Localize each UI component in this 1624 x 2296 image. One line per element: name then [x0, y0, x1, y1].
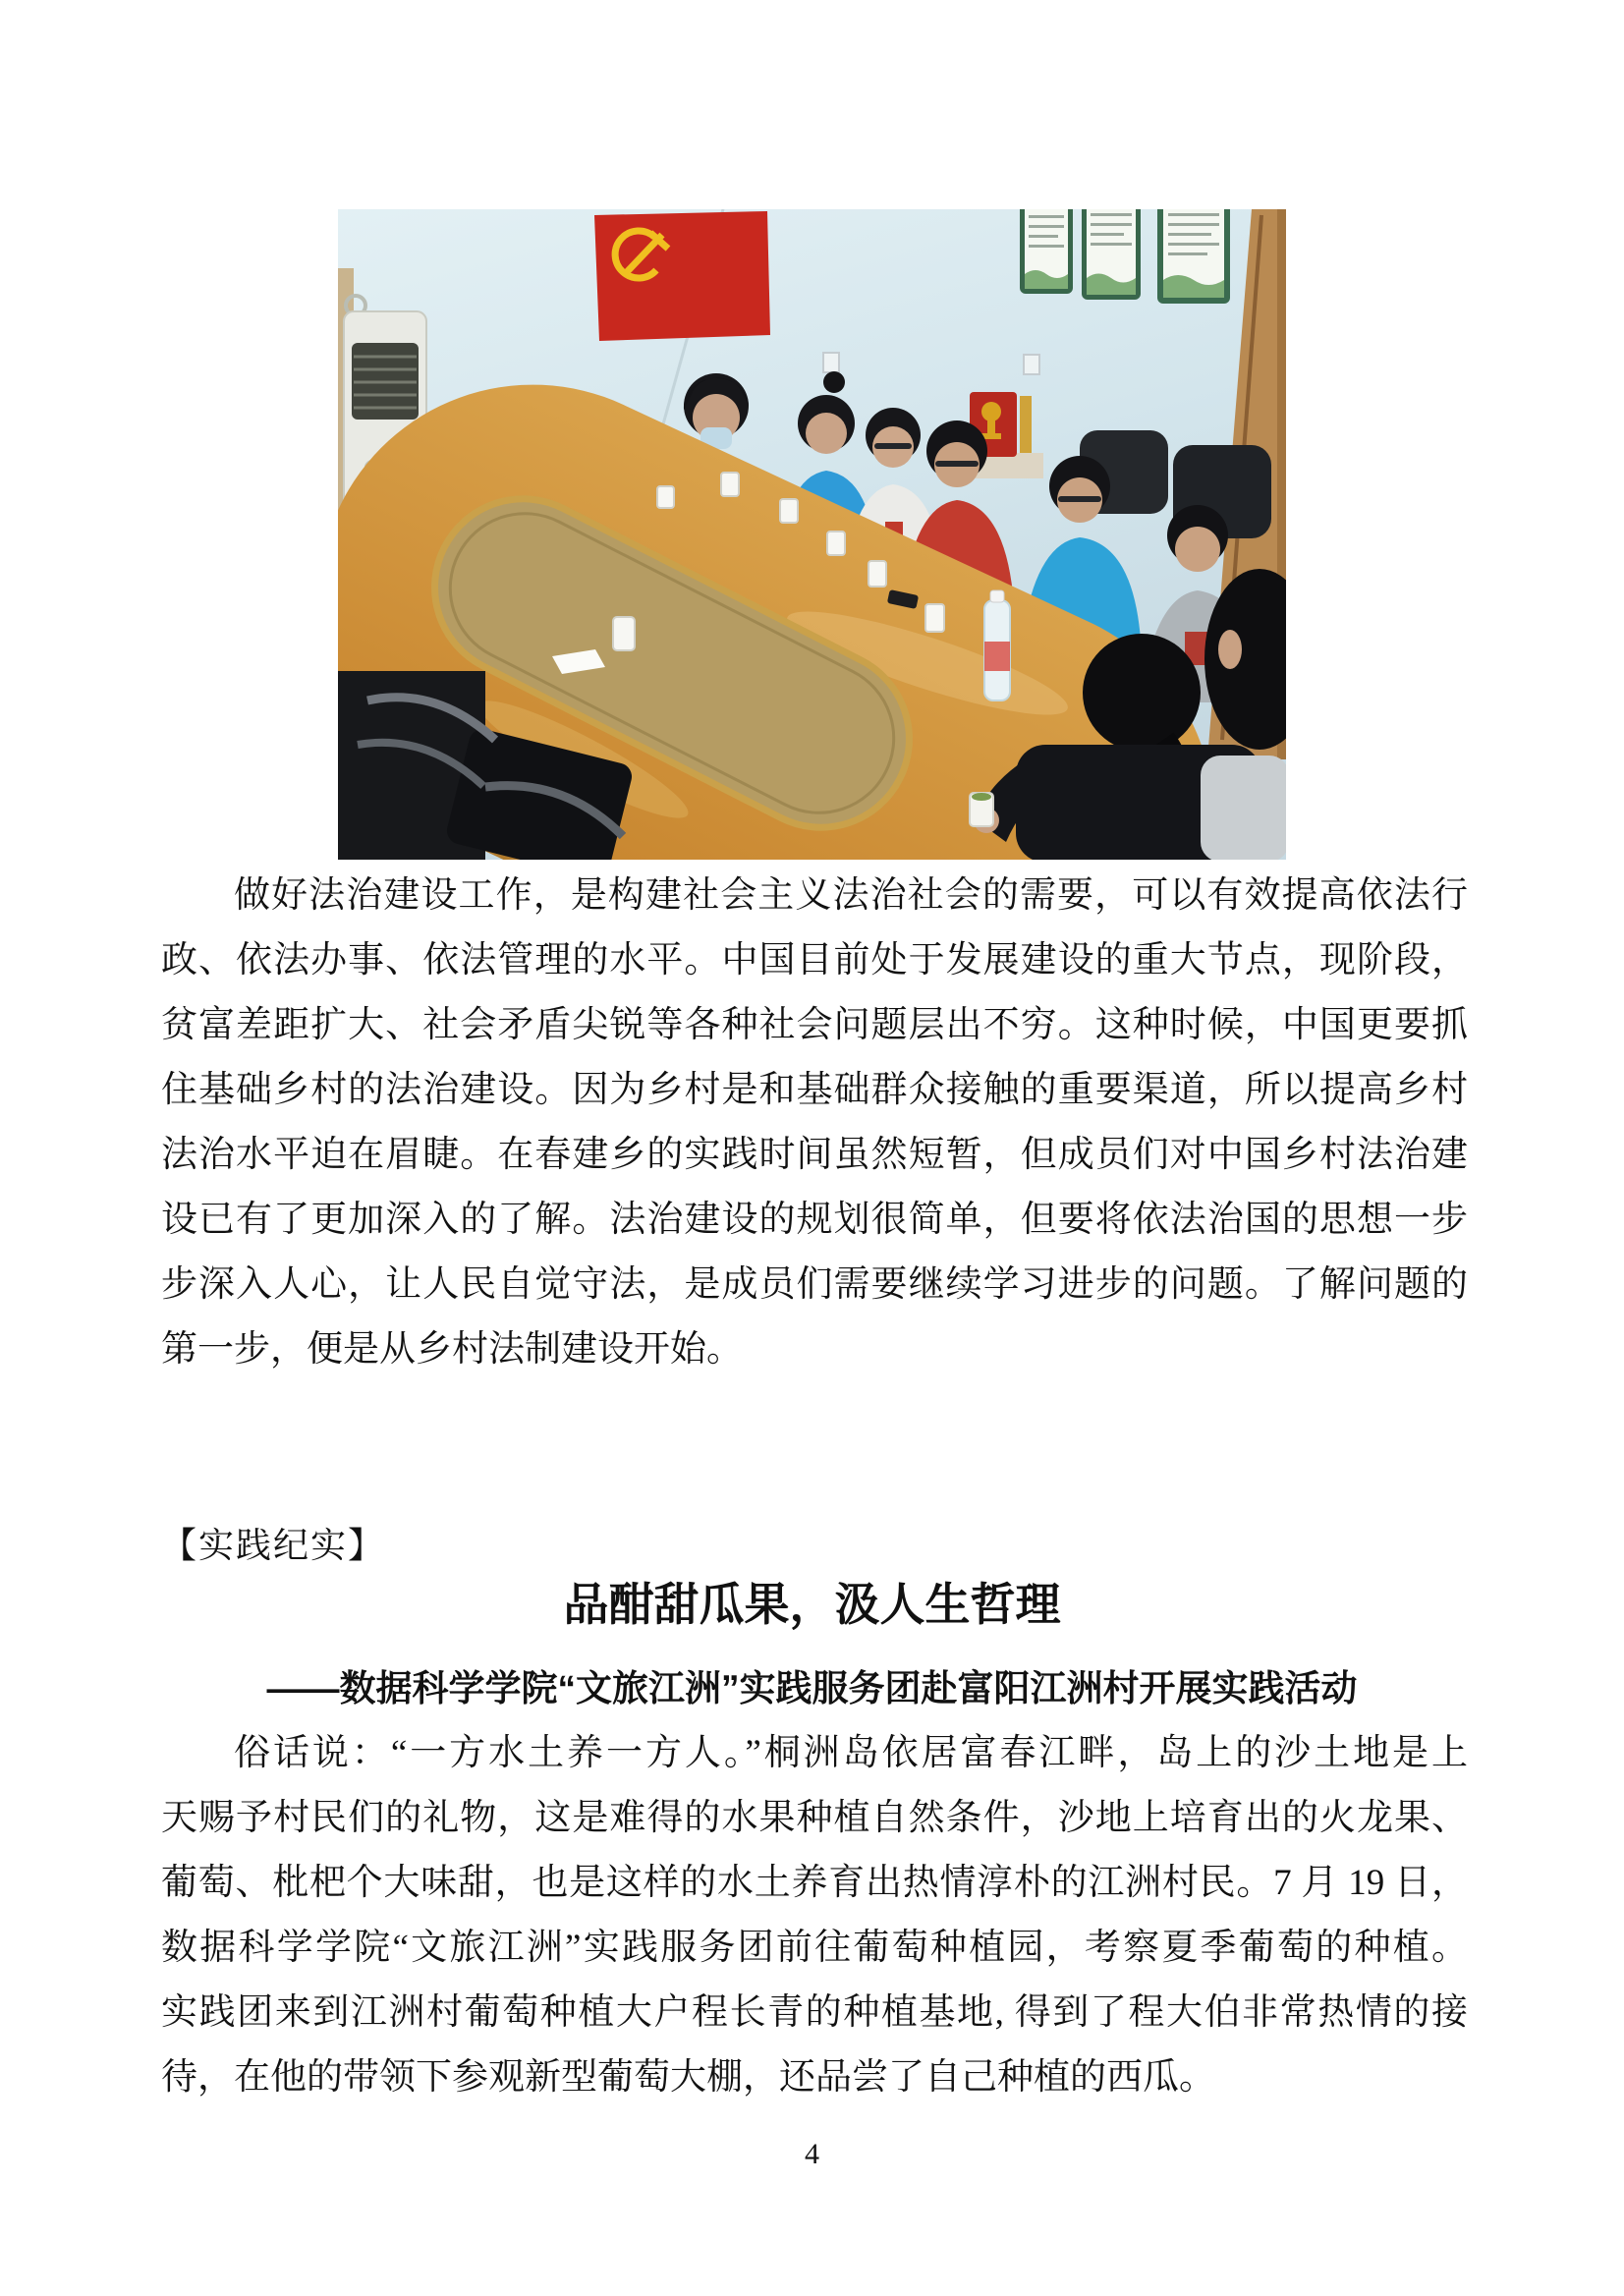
paragraph-law-reflection	[161, 864, 1468, 1382]
wall-poster	[1082, 209, 1141, 300]
paragraph-line: 数据科学学院“文旅江洲”实践服务团前往葡萄种植园，考察夏季葡萄的种植。	[161, 1928, 1468, 1968]
paragraph-line: 政、依法办事、依法管理的水平。中国目前处于发展建设的重大节点，现阶段，	[161, 940, 1468, 980]
paragraph-line: 实践团来到江洲村葡萄种植大户程长青的种植基地, 得到了程大伯非常热情的接	[161, 1992, 1468, 2033]
paragraph-jiangzhou-activity	[161, 1721, 1468, 2110]
paragraph-line: 待，在他的带领下参观新型葡萄大棚，还品尝了自己种植的西瓜。	[161, 2057, 1215, 2098]
paragraph-line: 天赐予村民们的礼物，这是难得的水果种植自然条件，沙地上培育出的火龙果、	[161, 1798, 1468, 1838]
paragraph-line: 住基础乡村的法治建设。因为乡村是和基础群众接触的重要渠道，所以提高乡村	[161, 1070, 1468, 1110]
wall-poster	[1157, 209, 1230, 304]
section-bracket-header: 【实践纪实】	[161, 1526, 386, 1565]
paragraph-line: 做好法治建设工作，是构建社会主义法治社会的需要，可以有效提高依法行	[234, 875, 1468, 916]
wall-switch	[1024, 355, 1039, 374]
party-flag	[594, 211, 770, 341]
page-number: 4	[805, 2138, 819, 2170]
meeting-photo	[338, 209, 1286, 860]
paragraph-line: 葡萄、枇杷个大味甜，也是这样的水土养育出热情淳朴的江洲村民。7 月 19 日，	[161, 1863, 1468, 1903]
meeting-photo-graphic	[338, 209, 1286, 860]
article-subtitle: ——数据科学学院“文旅江洲”实践服务团赴富阳江洲村开展实践活动	[266, 1668, 1358, 1708]
wall-poster	[1020, 209, 1073, 294]
paragraph-line: 第一步，便是从乡村法制建设开始。	[161, 1329, 743, 1370]
paragraph-line: 贫富差距扩大、社会矛盾尖锐等各种社会问题层出不穷。这种时候，中国更要抓	[161, 1005, 1468, 1045]
paragraph-line: 设已有了更加深入的了解。法治建设的规划很简单，但要将依法治国的思想一步	[161, 1200, 1468, 1240]
wall-switch	[823, 353, 839, 372]
paragraph-line: 法治水平迫在眉睫。在春建乡的实践时间虽然短暂，但成员们对中国乡村法治建	[161, 1135, 1468, 1175]
paragraph-line: 步深入人心，让人民自觉守法，是成员们需要继续学习进步的问题。了解问题的	[161, 1264, 1468, 1305]
paragraph-line: 俗话说：“一方水土养一方人。”桐洲岛依居富春江畔，岛上的沙土地是上	[234, 1733, 1468, 1773]
water-bottle	[984, 590, 1010, 700]
article-title: 品酣甜瓜果，汲人生哲理	[563, 1579, 1061, 1630]
